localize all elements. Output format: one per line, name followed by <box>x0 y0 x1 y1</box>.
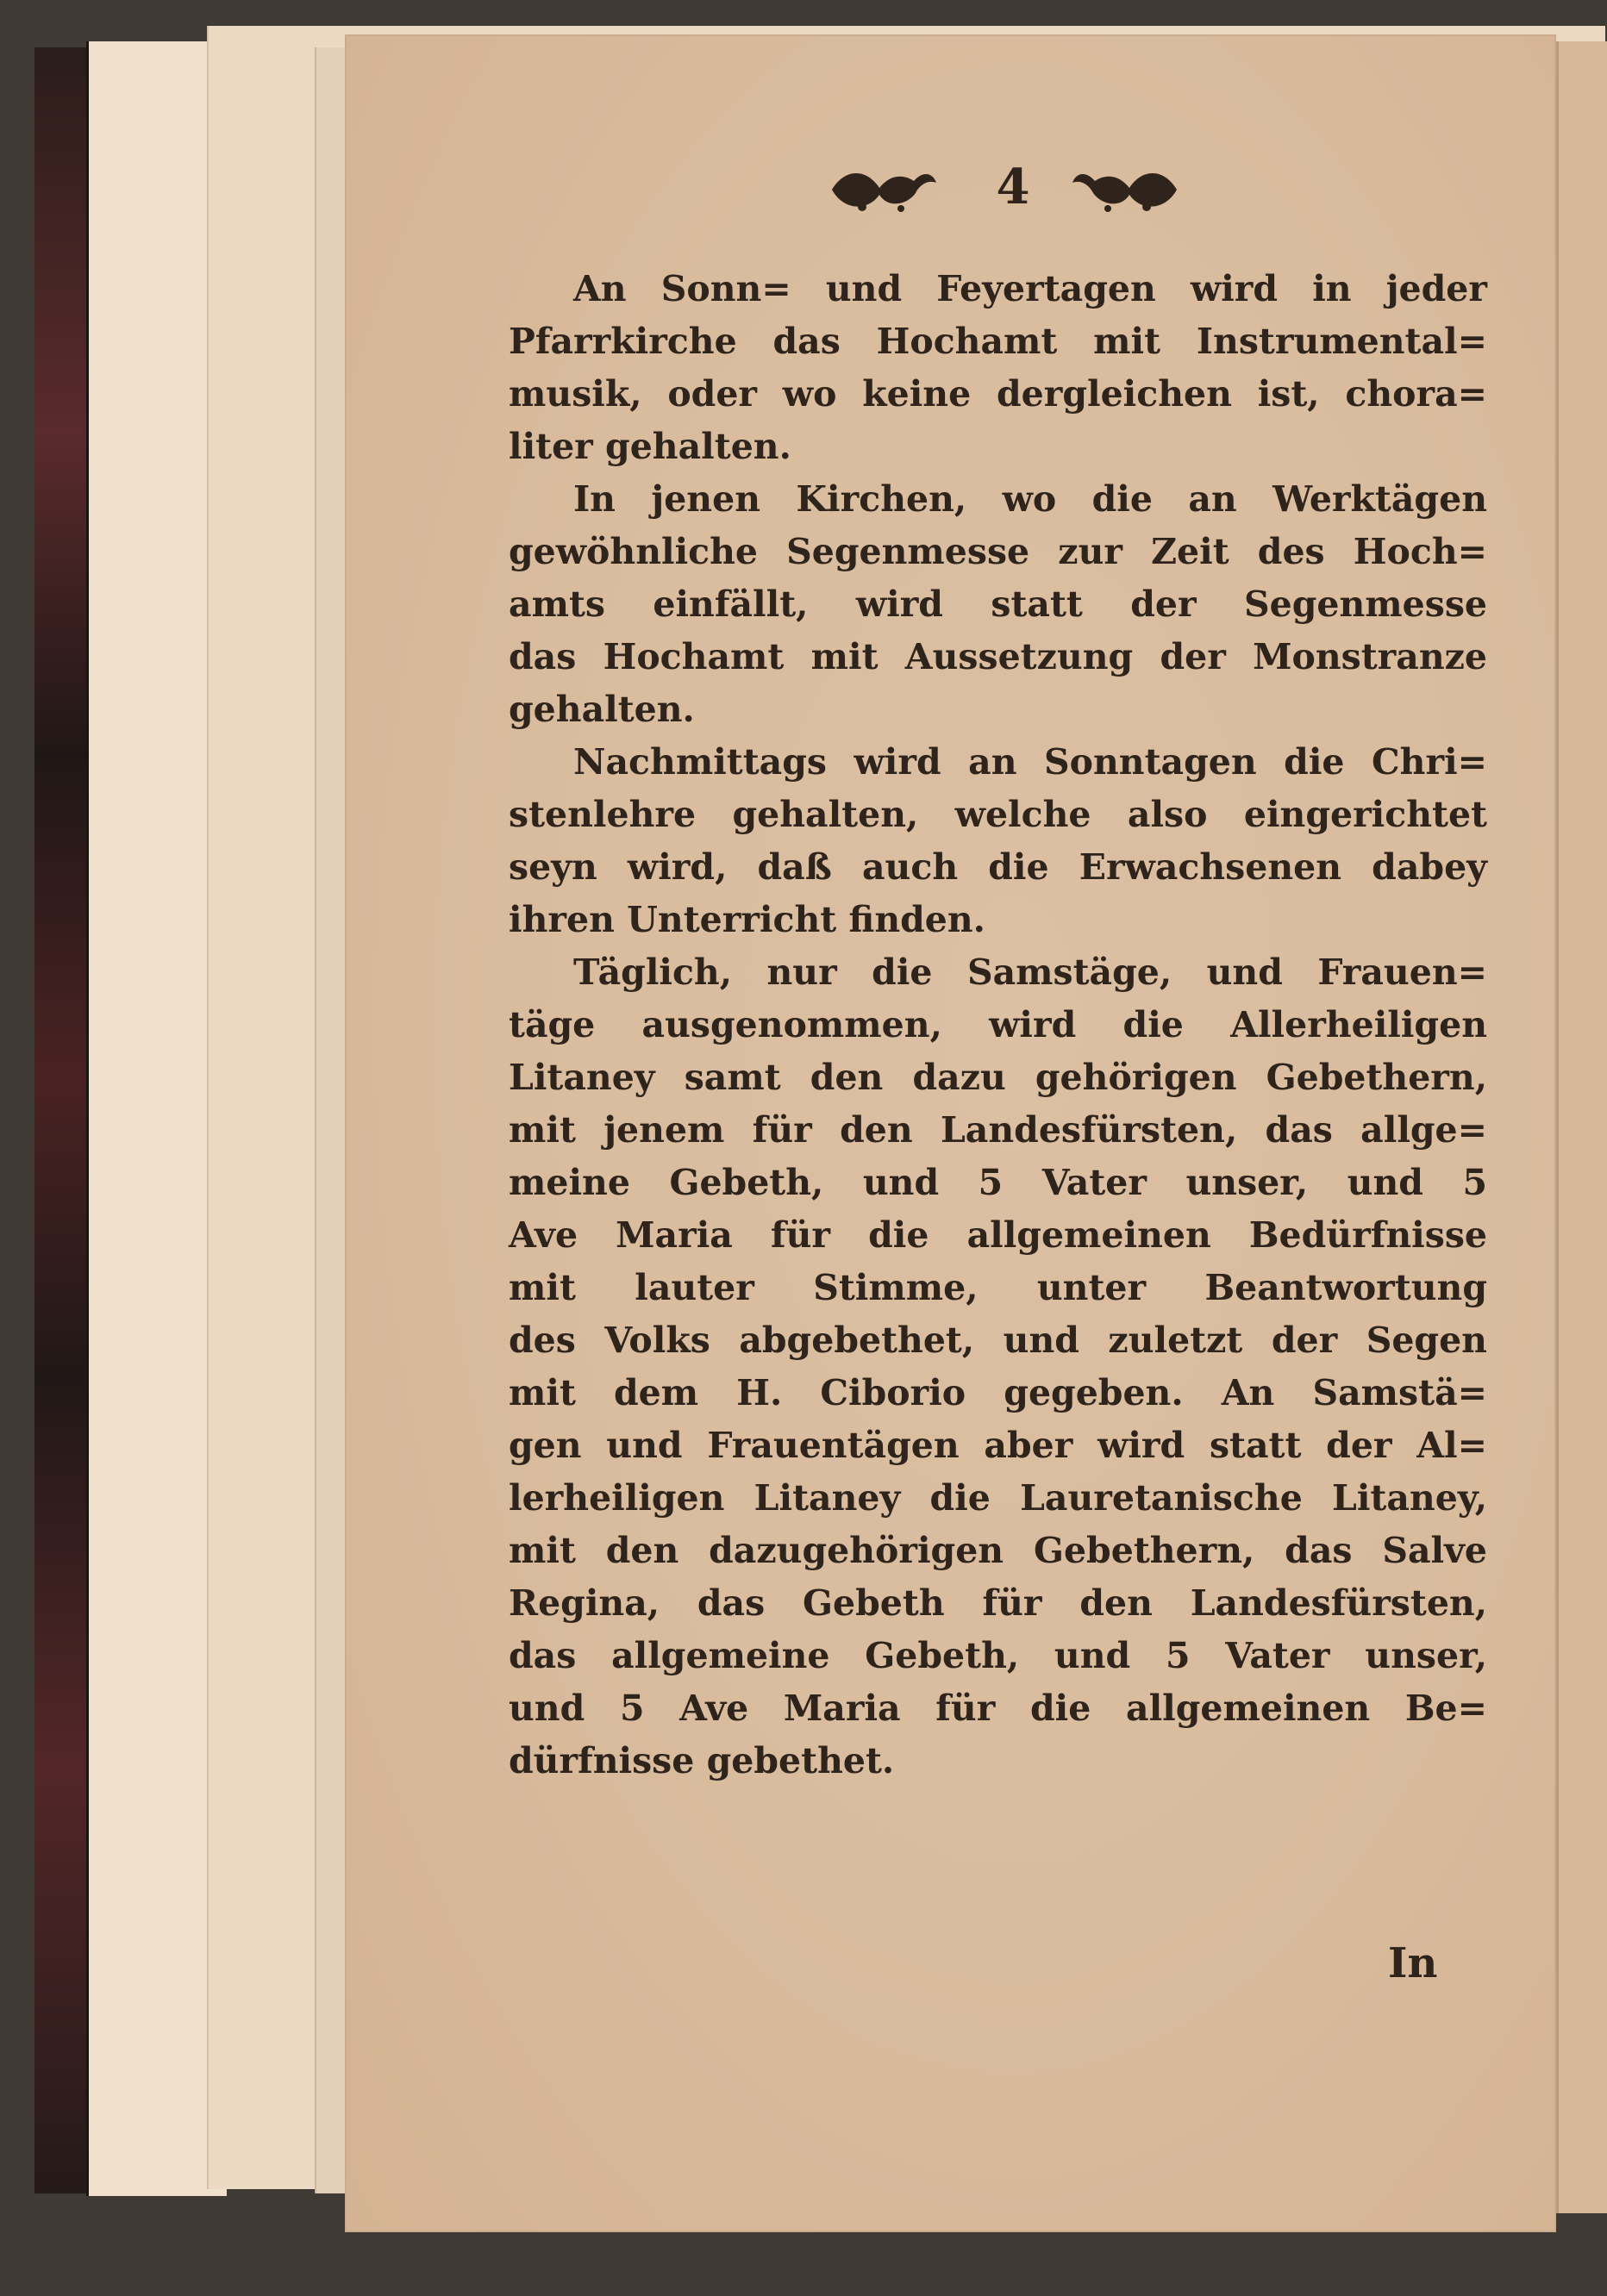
text-line: dürfnisse gebethet. <box>509 1740 895 1781</box>
text-line: stenlehre gehalten, welche also eingerichtet <box>509 794 1487 835</box>
paragraph <box>509 263 1487 473</box>
text-line: das allgemeine Gebeth, und 5 Vater unser, <box>509 1635 1487 1676</box>
paragraph <box>509 736 1487 946</box>
text-line: gen und Frauentägen aber wird statt der Al= <box>509 1425 1487 1466</box>
text-line: und 5 Ave Maria für die allgemeinen Be= <box>509 1688 1487 1729</box>
text-line: Täglich, nur die Samstäge, und Frauen= <box>573 951 1487 993</box>
catchword: In <box>1388 1939 1438 1987</box>
text-line: mit lauter Stimme, unter Beantwortung <box>509 1267 1487 1308</box>
text-line: ihren Unterricht finden. <box>509 899 985 940</box>
text-line: Litaney samt den dazu gehörigen Gebethern, <box>509 1057 1487 1098</box>
text-line: Pfarrkirche das Hochamt mit Instrumental= <box>509 321 1487 362</box>
text-line: des Volks abgebethet, und zuletzt der Segen <box>509 1320 1487 1361</box>
text-line: musik, oder wo keine dergleichen ist, chora= <box>509 373 1487 415</box>
text-line: das Hochamt mit Aussetzung der Monstranze <box>509 636 1487 677</box>
paragraph <box>509 946 1487 1788</box>
text-line: Nachmittags wird an Sonntagen die Chri= <box>573 741 1487 783</box>
text-line: In jenen Kirchen, wo die an Werktägen <box>573 478 1487 520</box>
text-line: Regina, das Gebeth für den Landesfürsten, <box>509 1582 1487 1624</box>
text-line: lerheiligen Litaney die Lauretanische Litaney, <box>509 1477 1487 1519</box>
text-line: An Sonn= und Feyertagen wird in jeder <box>573 268 1487 309</box>
text-line: liter gehalten. <box>509 426 791 467</box>
next-page-edge <box>1556 41 1607 2213</box>
left-ornament-icon <box>828 164 940 221</box>
text-line: mit den dazugehörigen Gebethern, das Salve <box>509 1530 1487 1571</box>
text-line: mit jenem für den Landesfürsten, das allge= <box>509 1109 1487 1151</box>
text-line: Ave Maria für die allgemeinen Bedürfnisse <box>509 1214 1487 1256</box>
text-line: täge ausgenommen, wird die Allerheiligen <box>509 1004 1487 1045</box>
text-line: amts einfällt, wird statt der Segenmesse <box>509 583 1487 625</box>
right-ornament-icon <box>1069 164 1181 221</box>
page-number: 4 <box>996 159 1030 215</box>
book-cover-board <box>86 41 227 2196</box>
page-header <box>828 153 1190 231</box>
text-line: gehalten. <box>509 689 695 730</box>
text-line: meine Gebeth, und 5 Vater unser, und 5 <box>509 1162 1487 1203</box>
text-line: mit dem H. Ciborio gegeben. An Samstä= <box>509 1372 1487 1413</box>
paragraph <box>509 473 1487 736</box>
text-line: seyn wird, daß auch die Erwachsenen dabey <box>509 846 1487 888</box>
page-body-text <box>509 263 1487 1788</box>
text-line: gewöhnliche Segenmesse zur Zeit des Hoch= <box>509 531 1487 572</box>
